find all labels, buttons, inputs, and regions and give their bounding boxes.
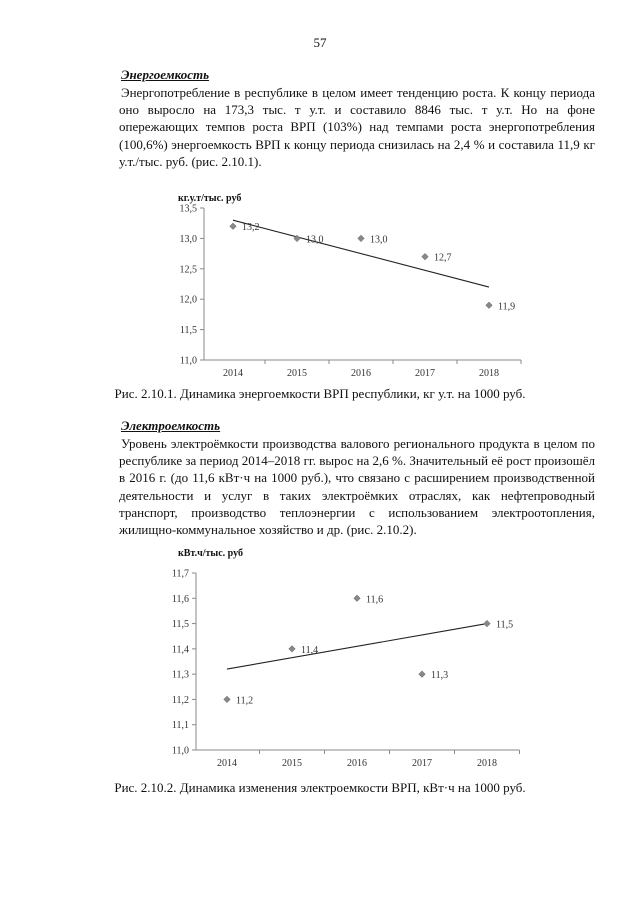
chart1-data-label: 13,0 <box>370 234 388 246</box>
chart1-y-tick-label: 12,0 <box>179 294 197 306</box>
chart2-data-point <box>354 595 361 602</box>
chart2-data-label: 11,2 <box>236 695 254 707</box>
chart2-y-tick-label: 11,6 <box>171 593 189 605</box>
chart1-data-point <box>422 253 429 260</box>
chart2-x-tick-label: 2018 <box>477 758 497 769</box>
paragraph-electricity: Уровень электроёмкости производства валового регионального продукта в целом по республике за период 2014–2018 гг. вырос на 2,6 %. Значительный её рост произошёл в 2016 г. (до 11,6 кВт·ч на 1000 руб.), что связано с расширением производственной деятельности и услуг в таких электроёмких отраслях, как нефтепроводный транспорт, производство теплоэнергии с использованием электроотопления, жилищно-коммунальное хозяйство и др. (рис. 2.10.2). <box>119 436 595 538</box>
paragraph-energy: Энергопотребление в республике в целом имеет тенденцию роста. К концу периода оно выросло на 173,3 тыс. т у.т. и составило 8846 тыс. т у.т. Но на фоне опережающих темпов роста ВРП (103%) над темпами роста энергопотребления (100,6%) энергоемкость ВРП к концу периода снизилась на 2,4 % и составила 11,9 кг у.т./тыс. руб. (рис. 2.10.1). <box>119 85 595 169</box>
section-heading-energy: Энергоемкость <box>121 67 210 82</box>
chart1-x-tick-label: 2018 <box>479 368 499 379</box>
chart2-y-tick-label: 11,7 <box>171 568 189 580</box>
chart2-data-point <box>289 646 296 653</box>
chart1-y-tick-label: 13,0 <box>179 233 197 245</box>
chart1-data-point <box>358 235 365 242</box>
chart1-y-tick-label: 13,5 <box>179 203 197 215</box>
chart1-y-tick-label: 11,5 <box>179 325 197 337</box>
chart2-data-label: 11,3 <box>431 670 449 682</box>
chart2-data-point <box>484 620 491 627</box>
chart1-x-tick-label: 2017 <box>415 368 435 379</box>
chart1-data-label: 13,2 <box>242 222 260 234</box>
chart2-y-tick-label: 11,2 <box>171 694 189 706</box>
chart2-trendline <box>227 624 487 670</box>
chart2-y-tick-label: 11,1 <box>171 720 189 732</box>
chart2-data-label: 11,5 <box>496 619 514 631</box>
chart2-y-tick-label: 11,3 <box>171 669 189 681</box>
chart2-y-tick-label: 11,4 <box>171 644 189 656</box>
electricity-intensity-chart <box>0 545 640 775</box>
chart1-y-tick-label: 11,0 <box>179 355 197 367</box>
chart1-y-tick-label: 12,5 <box>179 264 197 276</box>
chart2-x-tick-label: 2017 <box>412 758 432 769</box>
figure-caption-1: Рис. 2.10.1. Динамика энергоемкости ВРП республики, кг у.т. на 1000 руб. <box>114 386 526 401</box>
chart2-data-label: 11,4 <box>301 644 319 656</box>
chart1-x-tick-label: 2014 <box>223 368 243 379</box>
chart1-data-point <box>230 223 237 230</box>
energy-intensity-chart <box>0 190 640 385</box>
chart1-data-label: 13,0 <box>306 234 324 246</box>
chart1-data-label: 12,7 <box>434 252 452 264</box>
chart2-data-label: 11,6 <box>366 594 384 606</box>
figure-caption-2: Рис. 2.10.2. Динамика изменения электроемкости ВРП, кВт·ч на 1000 руб. <box>114 780 526 795</box>
chart1-data-label: 11,9 <box>498 301 516 313</box>
chart1-x-tick-label: 2016 <box>351 368 371 379</box>
chart1-x-tick-label: 2015 <box>287 368 307 379</box>
chart2-y-axis-label: кВт.ч/тыс. руб <box>178 548 243 559</box>
chart2-y-tick-label: 11,0 <box>171 745 189 757</box>
section-heading-electricity: Электроемкость <box>121 418 221 433</box>
chart1-y-axis-label: кг.у.т/тыс. руб <box>178 193 242 204</box>
chart2-x-tick-label: 2014 <box>217 758 237 769</box>
chart2-x-tick-label: 2015 <box>282 758 302 769</box>
chart2-y-tick-label: 11,5 <box>171 619 189 631</box>
chart2-data-point <box>419 671 426 678</box>
page-number: 57 <box>313 35 327 50</box>
chart2-data-point <box>224 696 231 703</box>
chart1-data-point <box>486 302 493 309</box>
chart2-x-tick-label: 2016 <box>347 758 367 769</box>
